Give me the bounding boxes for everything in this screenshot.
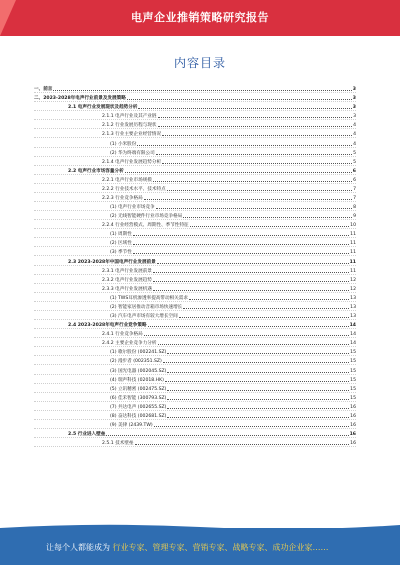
toc-entry[interactable] — [34, 266, 356, 275]
toc-entry[interactable] — [34, 120, 356, 129]
toc-leader-dots — [157, 262, 349, 264]
toc-leader-dots — [190, 225, 349, 227]
toc-leader-dots — [138, 107, 351, 109]
toc-leader-dots — [167, 407, 349, 409]
toc-entry[interactable] — [34, 293, 356, 302]
toc-heading: 内容目录 — [173, 56, 226, 70]
toc-entry[interactable] — [34, 438, 356, 447]
toc-entry-page-number: 11 — [350, 250, 356, 256]
toc-leader-dots — [153, 289, 349, 291]
toc-entry-title: 2.1.2 行业发展历程与现状 — [102, 123, 157, 129]
toc-entry-title: 2.5 行业进入壁垒 — [68, 432, 106, 438]
toc-entry[interactable] — [34, 256, 356, 265]
toc-entry-page-number: 5 — [353, 159, 356, 165]
toc-entry-title: (2) 区域性 — [110, 241, 132, 247]
toc-entry-title: (5) 立讯精密 (002475.SZ) — [110, 386, 167, 392]
toc-entry-page-number: 15 — [350, 368, 356, 374]
toc-entry-page-number: 14 — [349, 323, 356, 329]
toc-entry[interactable] — [34, 329, 356, 338]
toc-entry-title: (3) 汽车电声市场有较大增长空间 — [110, 314, 178, 320]
toc-entry[interactable] — [34, 202, 356, 211]
toc-entry-page-number: 4 — [353, 141, 356, 147]
toc-leader-dots — [153, 280, 349, 282]
toc-entry-page-number: 3 — [352, 87, 356, 93]
toc-leader-dots — [167, 189, 352, 191]
toc-entry[interactable] — [34, 211, 356, 220]
toc-leader-dots — [183, 216, 352, 218]
toc-entry-title: 2.5.1 技术壁垒 — [102, 441, 134, 447]
toc-entry-page-number: 15 — [350, 359, 356, 365]
toc-entry-page-number: 7 — [353, 196, 356, 202]
toc-entry[interactable] — [34, 175, 356, 184]
toc-entry[interactable] — [34, 311, 356, 320]
toc-leader-dots — [162, 134, 352, 136]
toc-entry-title: 2.2.4 行业经营模式、周期性、季节性特征 — [102, 223, 189, 229]
footer-slogan-text: 让每个人都能成为 — [46, 543, 110, 552]
toc-entry-title: (4) 瑞声科技 (02018.HK) — [110, 377, 164, 383]
toc-leader-dots — [133, 234, 349, 236]
toc-entry-title: (8) 奋达科技 (002681.SZ) — [110, 413, 167, 419]
toc-leader-dots — [135, 443, 350, 445]
toc-entry-title: (2) 无线智能硬件行业市场竞争格局 — [110, 214, 183, 220]
toc-entry-title: 2.1.1 电声行业及其产业链 — [102, 114, 157, 120]
toc-entry[interactable] — [34, 347, 356, 356]
toc-entry-page-number: 8 — [353, 205, 356, 211]
toc-entry-page-number: 5 — [353, 150, 356, 156]
toc-leader-dots — [133, 252, 349, 254]
toc-entry-title: 2.2.2 行业技术水平、技术特点 — [102, 186, 166, 192]
toc-entry-title: 2.3.3 电声行业发展机遇 — [102, 286, 152, 292]
toc-entry-title: (2) 智能家居推动音箱市场快速增长 — [110, 304, 183, 310]
toc-entry-title: (7) 共达电声 (002655.SZ) — [110, 404, 167, 410]
toc-leader-dots — [144, 198, 352, 200]
toc-leader-dots — [148, 325, 349, 327]
toc-leader-dots — [158, 343, 350, 345]
toc-entry-title: 2.3.2 电声行业发展趋势 — [102, 277, 152, 283]
toc-entry[interactable] — [34, 229, 356, 238]
toc-entry-page-number: 16 — [349, 432, 356, 438]
toc-entry[interactable] — [34, 302, 356, 311]
toc-leader-dots — [137, 144, 352, 146]
toc-entry-title: (6) 佳禾智能 (300793.SZ) — [110, 395, 167, 401]
toc-entry-title: 2.3.1 电声行业发展前景 — [102, 268, 152, 274]
toc-entry-page-number: 15 — [350, 395, 356, 401]
report-header — [0, 0, 400, 36]
toc-entry-title: (3) 国光电器 (002045.SZ) — [110, 368, 167, 374]
toc-leader-dots — [179, 316, 349, 318]
toc-leader-dots — [153, 271, 349, 273]
toc-entry[interactable] — [34, 129, 356, 138]
toc-entry[interactable] — [34, 356, 356, 365]
toc-entry[interactable] — [34, 220, 356, 229]
toc-entry-page-number: 13 — [350, 304, 356, 310]
toc-entry-title: 2.1.4 电声行业发展趋势分析 — [102, 159, 162, 165]
toc-entry-title: 2.2 电声行业市场容量分析 — [68, 168, 124, 174]
toc-entry-page-number: 16 — [350, 413, 356, 419]
toc-entry[interactable] — [34, 238, 356, 247]
toc-entry-title: 二、2023-2028年电声行业前景及发展策略 — [34, 96, 126, 102]
toc-entry[interactable] — [34, 111, 356, 120]
table-of-contents — [34, 84, 356, 447]
toc-entry-title: (2) 华为终端有限公司 — [110, 150, 155, 156]
toc-entry-title: (1) 电声行业市场竞争 — [110, 205, 155, 211]
toc-leader-dots — [189, 298, 349, 300]
toc-leader-dots — [167, 416, 349, 418]
toc-leader-dots — [156, 153, 352, 155]
toc-entry[interactable] — [34, 193, 356, 202]
toc-entry-page-number: 11 — [350, 268, 356, 274]
toc-leader-dots — [162, 162, 352, 164]
toc-entry[interactable] — [34, 429, 356, 438]
toc-entry-page-number: 3 — [352, 96, 356, 102]
toc-entry-page-number: 16 — [350, 422, 356, 428]
toc-entry-title: 2.3 2023-2028年中国电声行业发展前景 — [68, 259, 156, 265]
toc-leader-dots — [125, 171, 352, 173]
toc-entry-page-number: 14 — [350, 341, 356, 347]
toc-entry-title: (1) TWS耳机渗透率提高带动相关需求 — [110, 295, 188, 301]
toc-entry-title: (1) 小米股份 — [110, 141, 137, 147]
toc-leader-dots — [163, 361, 349, 363]
toc-entry-page-number: 16 — [350, 441, 356, 447]
toc-leader-dots — [53, 89, 351, 91]
toc-leader-dots — [167, 371, 349, 373]
toc-entry[interactable] — [34, 102, 356, 111]
toc-entry[interactable] — [34, 93, 356, 102]
toc-entry-page-number: 6 — [353, 177, 356, 183]
toc-entry-page-number: 4 — [353, 132, 356, 138]
toc-entry-page-number: 10 — [350, 223, 356, 229]
toc-entry-page-number: 11 — [350, 232, 356, 238]
toc-entry-title: (9) 美律 (2439.TW) — [110, 422, 153, 428]
toc-entry[interactable] — [34, 420, 356, 429]
toc-leader-dots — [144, 334, 349, 336]
toc-entry-page-number: 13 — [350, 295, 356, 301]
toc-entry-title: 2.4.2 主要企业竞争力分析 — [102, 341, 157, 347]
toc-leader-dots — [153, 180, 352, 182]
toc-entry[interactable] — [34, 393, 356, 402]
toc-entry-title: (1) 歌尔股份 (002241.SZ) — [110, 350, 167, 356]
toc-entry-page-number: 14 — [350, 332, 356, 338]
toc-entry-page-number: 9 — [353, 214, 356, 220]
toc-entry[interactable] — [34, 375, 356, 384]
toc-entry[interactable] — [34, 384, 356, 393]
toc-entry-page-number: 7 — [353, 186, 356, 192]
toc-entry[interactable] — [34, 247, 356, 256]
toc-entry[interactable] — [34, 284, 356, 293]
toc-leader-dots — [154, 425, 349, 427]
toc-entry-page-number: 13 — [350, 314, 356, 320]
toc-entry-page-number: 11 — [349, 259, 356, 265]
toc-entry-title: 2.2.1 电声行业市场规模 — [102, 177, 152, 183]
toc-leader-dots — [167, 398, 349, 400]
toc-entry-title: 2.1 电声行业发展现状及趋势分析 — [68, 105, 138, 111]
toc-entry-page-number: 11 — [350, 241, 356, 247]
toc-leader-dots — [167, 352, 349, 354]
toc-leader-dots — [165, 380, 349, 382]
toc-entry[interactable] — [34, 338, 356, 347]
toc-entry[interactable] — [34, 184, 356, 193]
toc-entry[interactable] — [34, 166, 356, 175]
toc-entry-page-number: 15 — [350, 350, 356, 356]
toc-entry-title: (3) 季节性 — [110, 250, 132, 256]
footer-wave-decoration — [0, 522, 400, 532]
toc-entry-page-number: 12 — [350, 286, 356, 292]
toc-entry[interactable] — [34, 84, 356, 93]
toc-entry[interactable] — [34, 148, 356, 157]
toc-entry-page-number: 3 — [353, 114, 356, 120]
footer-slogan — [46, 542, 329, 553]
toc-leader-dots — [167, 389, 349, 391]
toc-entry[interactable] — [34, 320, 356, 329]
toc-leader-dots — [156, 207, 352, 209]
toc-leader-dots — [127, 98, 352, 100]
toc-entry-title: 2.2.3 行业竞争格局 — [102, 196, 143, 202]
toc-leader-dots — [158, 116, 353, 118]
toc-entry-page-number: 12 — [350, 277, 356, 283]
toc-entry-title: (2) 漫步者 (002351.SZ) — [110, 359, 162, 365]
toc-entry-title: 一、前言 — [34, 87, 53, 93]
toc-leader-dots — [133, 243, 349, 245]
footer-slogan-subtext: 行业专家、管理专家、营销专家、战略专家、成功企业家…… — [112, 543, 329, 552]
toc-entry[interactable] — [34, 157, 356, 166]
toc-entry[interactable] — [34, 275, 356, 284]
toc-entry[interactable] — [34, 138, 356, 147]
toc-entry-title: 2.4.1 行业竞争格局 — [102, 332, 143, 338]
toc-entry-page-number: 15 — [350, 377, 356, 383]
report-footer — [0, 528, 400, 565]
toc-entry-page-number: 6 — [352, 168, 356, 174]
toc-entry-page-number: 4 — [353, 123, 356, 129]
toc-entry-title: 2.1.3 行业主要企业经营情况 — [102, 132, 162, 138]
toc-leader-dots — [183, 307, 349, 309]
toc-entry-page-number: 15 — [350, 386, 356, 392]
toc-leader-dots — [106, 434, 348, 436]
toc-entry[interactable] — [34, 365, 356, 374]
toc-entry[interactable] — [34, 402, 356, 411]
report-title: 电声企业推销策略研究报告 — [131, 11, 269, 24]
toc-entry-title: 2.4 2023-2028年电声行业竞争策略 — [68, 323, 147, 329]
toc-entry-page-number: 16 — [350, 404, 356, 410]
toc-entry-page-number: 3 — [352, 105, 356, 111]
toc-leader-dots — [158, 125, 353, 127]
toc-entry-title: (1) 周期性 — [110, 232, 132, 238]
toc-entry[interactable] — [34, 411, 356, 420]
